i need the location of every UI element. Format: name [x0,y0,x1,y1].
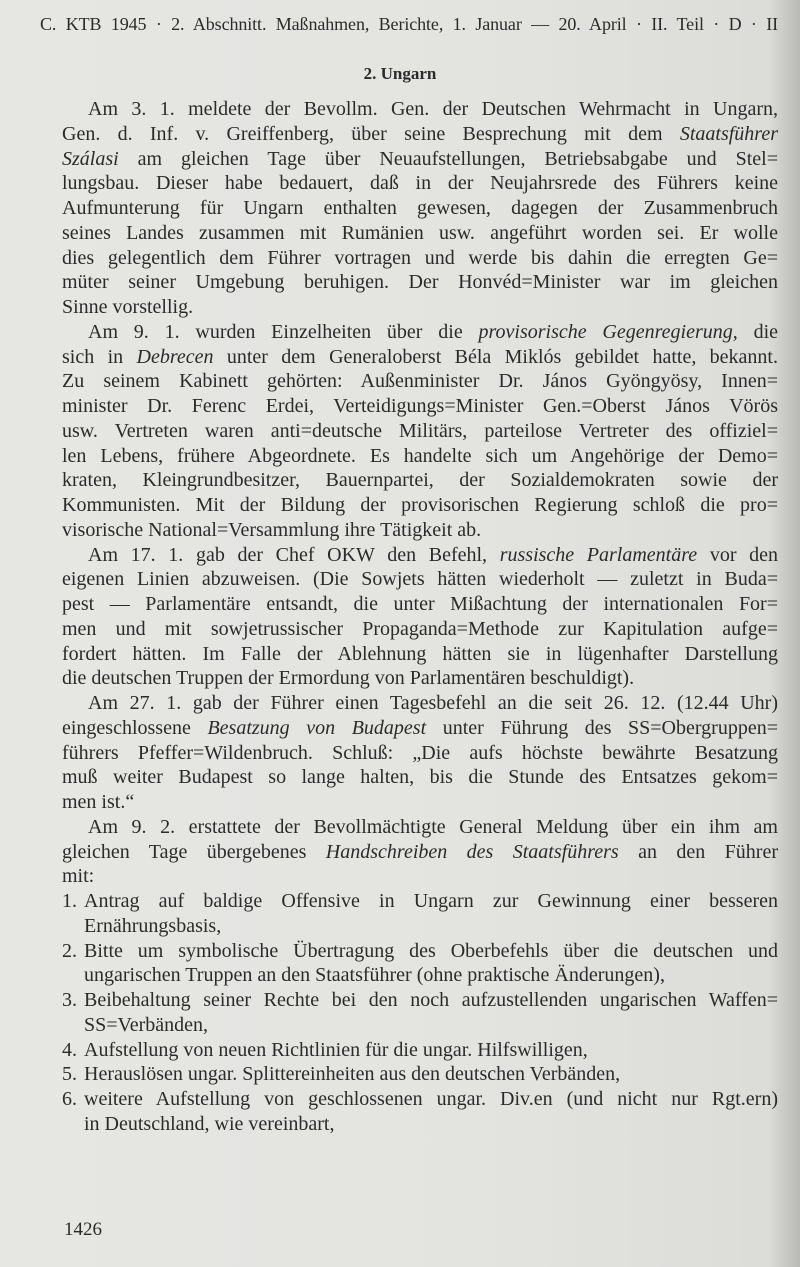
text-segment: eingeschlossene [62,716,208,739]
text-line [62,468,778,493]
text-segment: Zu seinem Kabinett gehörten: Außenminister Dr. János Gyöngyösy, Innen= [62,370,778,393]
text-line [62,419,778,444]
text-segment: visorische National=Versammlung ihre Tätigkeit ab. [62,518,482,541]
text-segment: Ernährungsbasis, [84,914,222,937]
text-line [62,444,778,469]
text-segment: len Lebens, frühere Abgeordnete. Es handelte sich um Angehörige der Demo= [62,444,778,467]
text-line [62,270,778,295]
text-line [62,97,778,122]
paragraph [62,543,778,692]
text-line [62,493,778,518]
text-segment: Am 9. 1. wurden Einzelheiten über die [88,320,479,343]
text-line [62,1013,778,1038]
italic-text: Szálasi [62,147,119,170]
list-item [62,939,778,989]
text-line [62,1062,778,1087]
list-item [62,1038,778,1063]
text-line [62,592,778,617]
list-number: 6. [62,1088,77,1110]
text-line [62,1112,778,1137]
paragraph [62,320,778,543]
text-line [62,765,778,790]
text-segment: weitere Aufstellung von geschlossenen ungar. Div.en (und nicht nur Rgt.ern) [84,1088,778,1110]
text-segment: unter dem Generaloberst Béla Miklós gebildet hatte, bekannt. [213,345,778,368]
italic-text: provisorische Gegenregierung, [478,320,738,343]
text-segment: Kommunisten. Mit der Bildung der provisorischen Regierung schloß die pro= [62,494,778,516]
text-segment: usw. Vertreten waren anti=deutsche Militärs, parteilose Vertreter des offiziel= [62,419,778,442]
text-line [62,543,778,568]
list-item [62,1062,778,1087]
text-segment: müter seiner Umgebung beruhigen. Der Honvéd=Minister war im gleichen [62,271,778,294]
text-line [62,840,778,865]
text-segment: Am 17. 1. gab der Chef OKW den Befehl, [88,543,500,566]
text-segment: ungarischen Truppen an den Staatsführer (ohne praktische Änderungen), [84,964,665,987]
italic-text: russische Parlamentäre [499,543,698,566]
text-line [62,1038,778,1063]
section-title: 2. Ungarn [363,64,437,83]
text-segment: Herauslösen ungar. Splittereinheiten aus den deutschen Verbänden, [84,1063,621,1086]
text-segment: dies gelegentlich dem Führer vortragen und werde bis dahin die erregten Ge= [62,246,778,269]
text-segment: Am 3. 1. meldete der Bevollm. Gen. der Deutschen Wehrmacht in Ungarn, [88,98,778,120]
text-segment: eigenen Linien abzuweisen. (Die Sowjets hätten wiederholt — zuletzt in Buda= [62,568,778,591]
text-line [62,889,778,914]
list-item [62,1087,778,1137]
page-number: 1426 [64,1219,102,1240]
text-line [62,790,778,815]
list-number: 4. [62,1038,77,1061]
text-segment: sich in [62,345,137,368]
text-line [62,691,778,716]
text-segment: mit: [62,865,95,888]
text-line [62,369,778,394]
text-segment: Antrag auf baldige Offensive in Ungarn zur Gewinnung einer besseren [84,890,778,912]
text-line [62,567,778,592]
paragraph [62,691,778,815]
text-line [62,394,778,419]
text-segment: men und mit sowjetrussischer Propaganda=Methode zur Kapitulation aufge= [62,617,778,640]
text-segment: führers Pfeffer=Wildenbruch. Schluß: „Die aufs höchste bewährte Besatzung [62,741,778,764]
text-line [62,246,778,271]
text-segment: Gen. d. Inf. v. Greiffenberg, über seine Besprechung mit dem [62,122,680,145]
list-item [62,889,778,939]
text-segment: kraten, Kleingrundbesitzer, Bauernpartei, der Sozialdemokraten sowie der [62,469,778,492]
text-segment: die deutschen Truppen der Ermordung von Parlamentären beschuldigt). [62,667,635,690]
text-line [62,642,778,667]
list-number: 2. [62,939,77,962]
italic-text: Debrecen [136,345,214,368]
text-line [62,666,778,691]
list-item [62,988,778,1038]
text-line [62,988,778,1013]
text-segment: men ist.“ [62,791,135,813]
running-header: C. KTB 1945 · 2. Abschnitt. Maßnahmen, Berichte, 1. Januar — 20. April · II. Teil · D · II [40,14,778,34]
list-number: 1. [62,890,77,912]
text-segment: SS=Verbänden, [84,1013,209,1036]
text-segment: lungsbau. Dieser habe bedauert, daß in der Neujahrsrede des Führers keine [62,172,778,195]
text-segment: muß weiter Budapest so lange halten, bis die Stunde des Entsatzes gekom= [62,766,778,789]
body-text [62,97,778,1137]
text-segment: Beibehaltung seiner Rechte bei den noch aufzustellenden ungarischen Waffen= [84,989,778,1011]
text-line [62,939,778,964]
text-segment: Bitte um symbolische Übertragung des Oberbefehls über die deutschen und [84,939,778,962]
text-line [62,295,778,320]
text-line [62,147,778,172]
text-line [62,864,778,889]
paragraph [62,815,778,889]
text-segment: vor den [697,543,779,566]
text-line [62,122,778,147]
list-number: 5. [62,1063,77,1086]
text-segment: gleichen Tage übergebenes [62,840,326,863]
text-segment: Sinne vorstellig. [62,296,194,318]
text-segment: minister Dr. Ferenc Erdei, Verteidigungs=Minister Gen.=Oberst János Vörös [62,395,778,417]
text-segment: die [737,320,778,343]
italic-text: Handschreiben des Staatsführers [325,840,619,863]
text-line [62,1087,778,1112]
text-segment: Am 9. 2. erstattete der Bevollmächtigte General Meldung über ein ihm am [88,815,778,838]
text-segment: unter Führung des SS=Obergruppen= [426,716,778,739]
text-line [62,815,778,840]
paragraph [62,97,778,320]
text-segment: pest — Parlamentäre entsandt, die unter Mißachtung der internationalen For= [62,593,778,615]
text-line [62,345,778,370]
text-segment: Am 27. 1. gab der Führer einen Tagesbefehl an die seit 26. 12. (12.44 Uhr) [88,692,778,714]
text-line [62,963,778,988]
italic-text: Staatsführer [679,122,778,145]
text-segment: Aufmunterung für Ungarn enthalten gewesen, dagegen der Zusammenbruch [62,197,778,219]
text-line [62,617,778,642]
text-line [62,741,778,766]
text-line [62,716,778,741]
text-segment: seines Landes zusammen mit Rumänien usw. angeführt worden sei. Er wolle [62,221,778,244]
text-line [62,221,778,246]
text-line [62,196,778,221]
text-segment: fordert hätten. Im Falle der Ablehnung hätten sie in lügenhafter Darstellung [62,642,778,665]
text-line [62,518,778,543]
text-segment: in Deutschland, wie vereinbart, [84,1112,335,1135]
italic-text: Besatzung von Budapest [207,716,427,739]
list-number: 3. [62,989,77,1011]
text-line [62,171,778,196]
text-line [62,320,778,345]
text-segment: am gleichen Tage über Neuaufstellungen, Betriebsabgabe und Stel= [118,147,778,170]
text-segment: an den Führer [618,840,779,863]
text-segment: Aufstellung von neuen Richtlinien für die ungar. Hilfswilligen, [84,1038,588,1061]
text-line [62,914,778,939]
